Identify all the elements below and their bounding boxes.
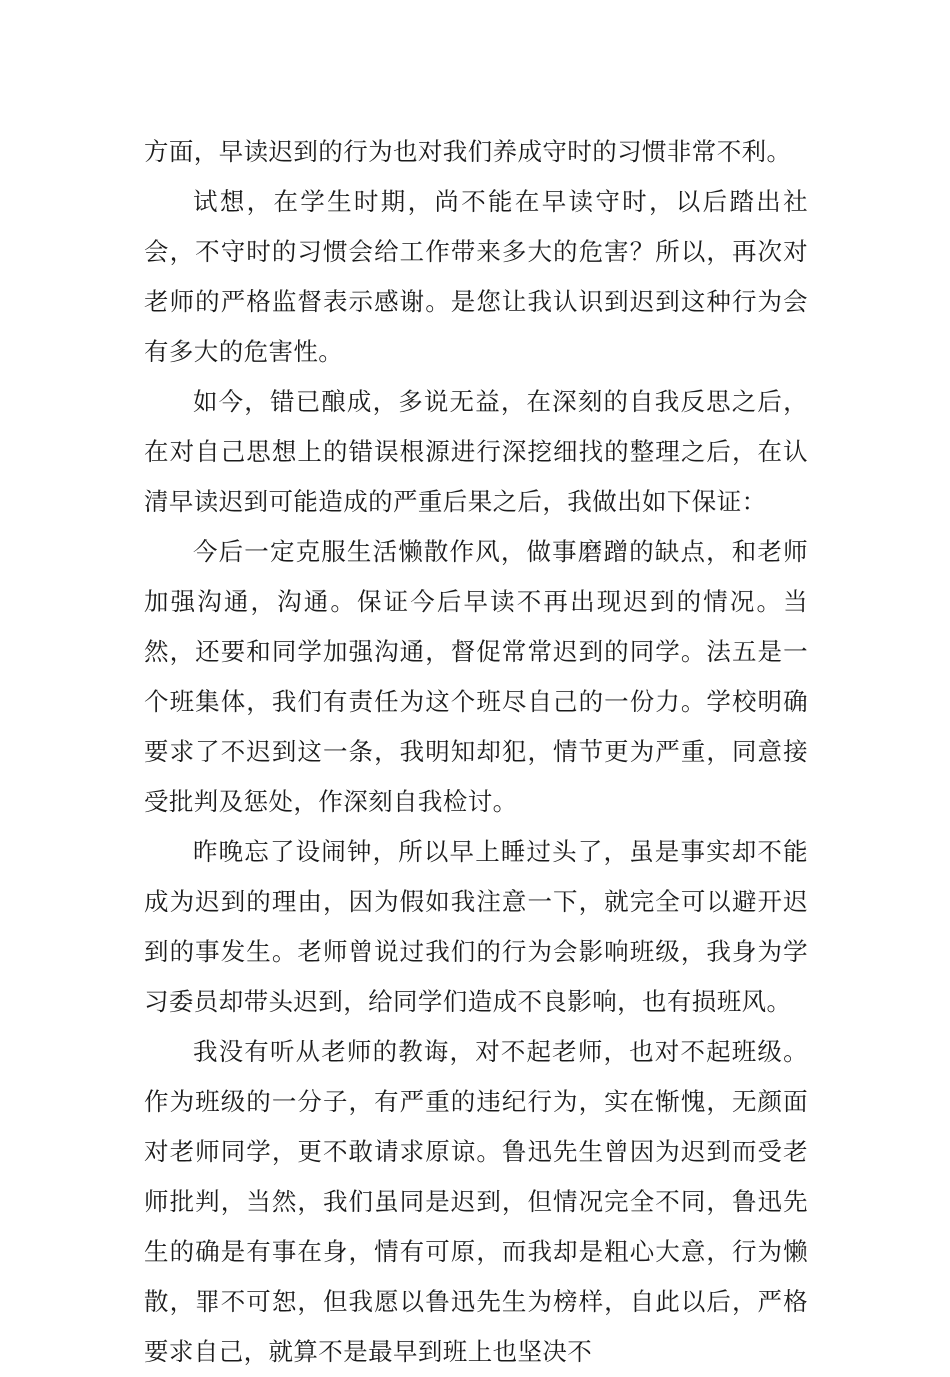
paragraph-6: 我没有听从老师的教诲，对不起老师，也对不起班级。作为班级的一分子，有严重的违纪行为，实在惭愧，无颜面对老师同学，更不敢请求原谅。鲁迅先生曾因为迟到而受老师批判，当然，我们虽同是迟到，但情况完全不同，鲁迅先生的确是有事在身，情有可原，而我却是粗心大意，行为懒散，罪不可恕，但我愿以鲁迅先生为榜样，自此以后，严格要求自己，就算不是最早到班上也坚决不: [144, 1037, 808, 1366]
paragraph-4: 今后一定克服生活懒散作风，做事磨蹭的缺点，和老师加强沟通，沟通。保证今后早读不再出现迟到的情况。当然，还要和同学加强沟通，督促常常迟到的同学。法五是一个班集体，我们有责任为这个班尽自己的一份力。学校明确要求了不迟到这一条，我明知却犯，情节更为严重，同意接受批判及惩处，作深刻自我检讨。: [144, 537, 808, 816]
paragraph-2: 试想，在学生时期，尚不能在早读守时，以后踏出社会，不守时的习惯会给工作带来多大的危害？所以，再次对老师的严格监督表示感谢。是您让我认识到迟到这种行为会有多大的危害性。: [144, 187, 808, 366]
paragraph-5: 昨晚忘了设闹钟，所以早上睡过头了，虽是事实却不能成为迟到的理由，因为假如我注意一下，就完全可以避开迟到的事发生。老师曾说过我们的行为会影响班级，我身为学习委员却带头迟到，给同学们造成不良影响，也有损班风。: [144, 837, 808, 1016]
paragraph-1: 方面，早读迟到的行为也对我们养成守时的习惯非常不利。: [144, 137, 792, 166]
document-body: [144, 127, 808, 1377]
paragraph-3: 如今，错已酿成，多说无益，在深刻的自我反思之后，在对自己思想上的错误根源进行深挖细找的整理之后，在认清早读迟到可能造成的严重后果之后，我做出如下保证：: [144, 387, 808, 516]
